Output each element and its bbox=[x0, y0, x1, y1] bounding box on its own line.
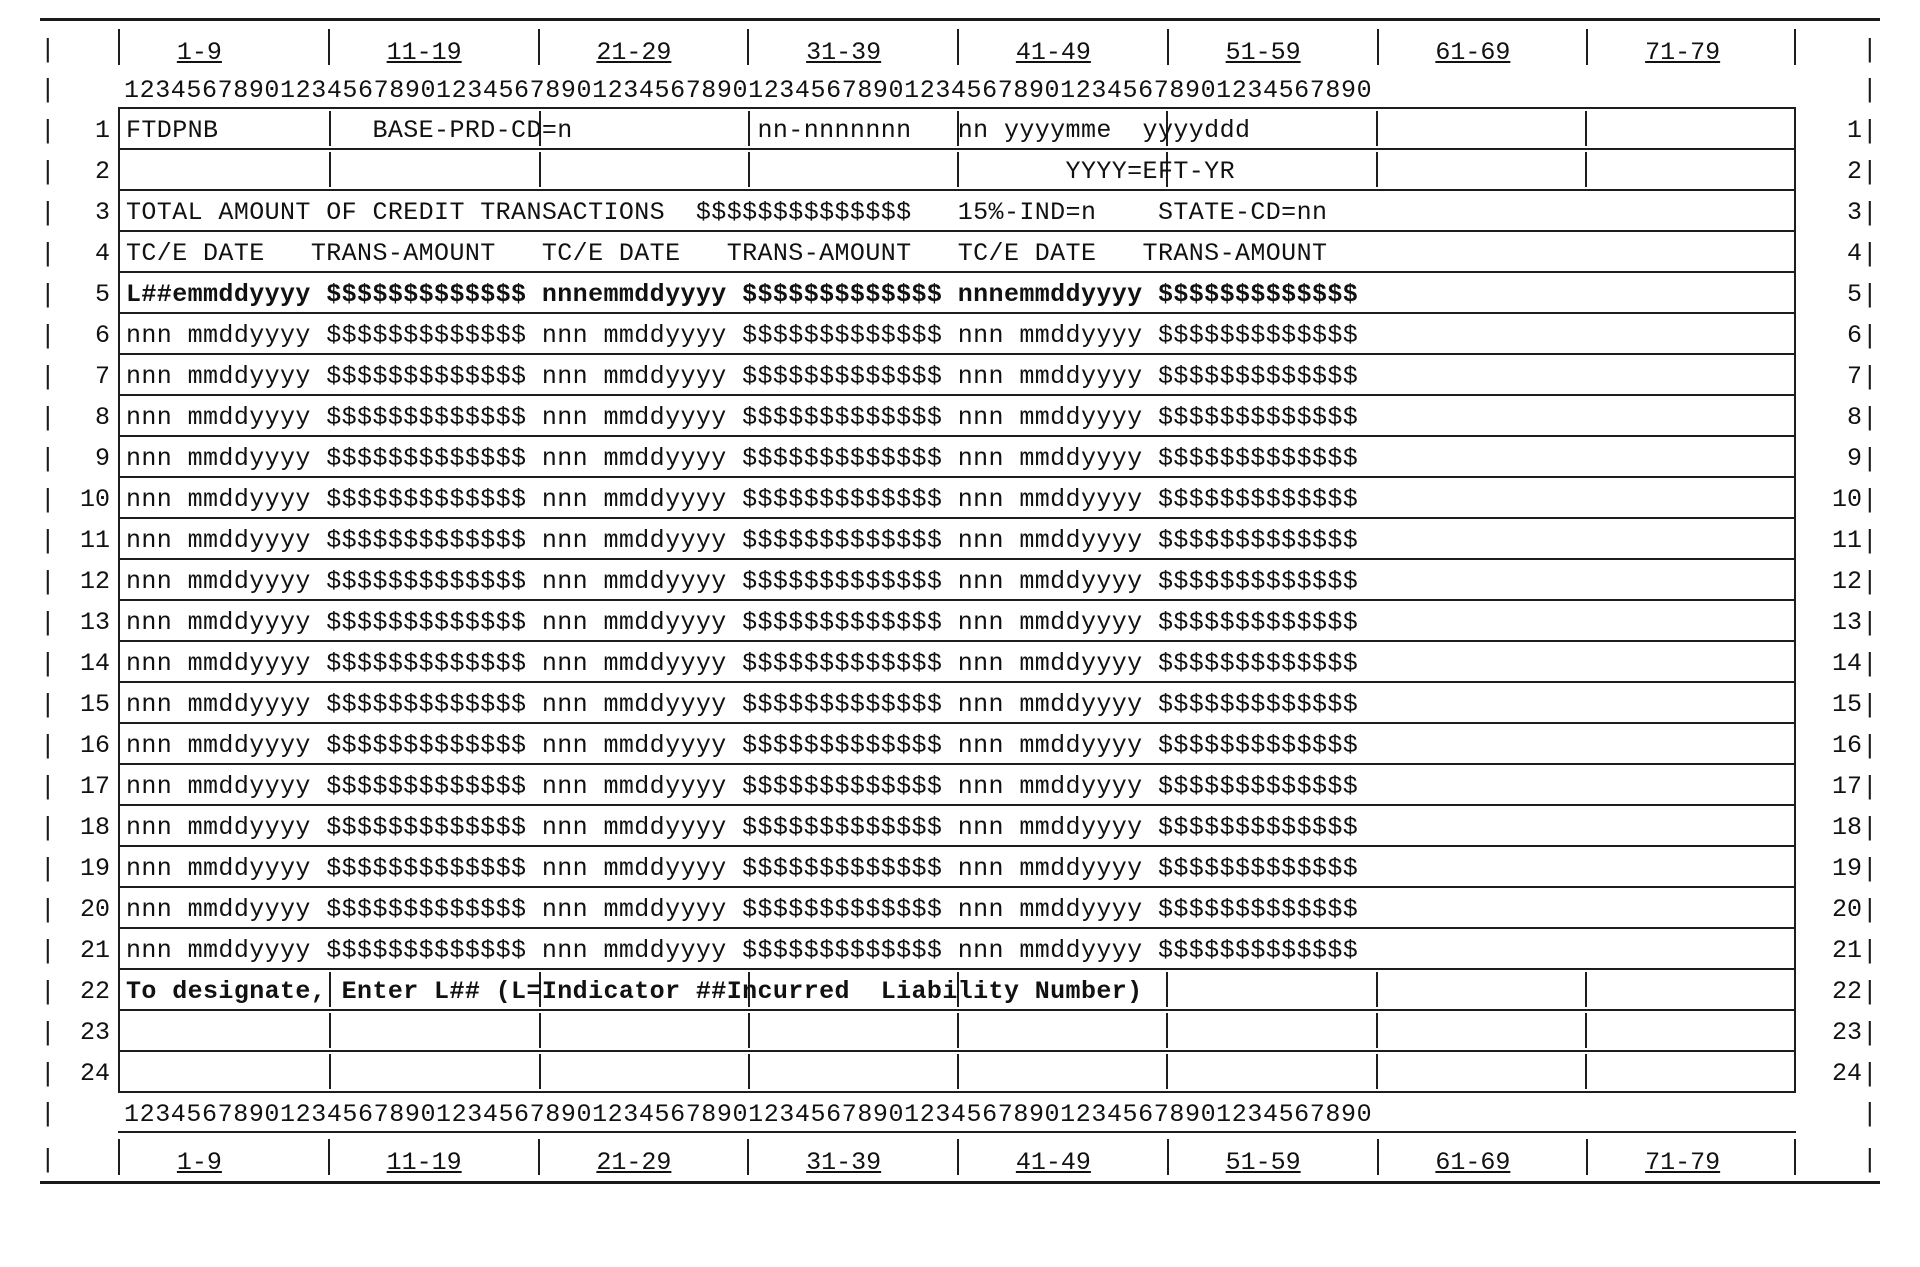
line-number-right: 10 bbox=[1831, 485, 1862, 514]
left-frame-mark: | bbox=[40, 362, 56, 392]
left-frame-mark: | bbox=[40, 1145, 56, 1175]
screen-line-row bbox=[40, 806, 1876, 847]
screen-line-field-area[interactable] bbox=[118, 396, 1796, 437]
screen-line-text: nnn mmddyyyy $$$$$$$$$$$$$ nnn mmddyyyy $$$$$$$$$$$$$ nnn mmddyyyy $$$$$$$$$$$$$ bbox=[126, 444, 1359, 473]
right-frame-mark: | bbox=[1862, 690, 1878, 720]
column-divider-tick bbox=[539, 1054, 541, 1089]
screen-line-row bbox=[40, 109, 1876, 150]
screen-line-text: TOTAL AMOUNT OF CREDIT TRANSACTIONS $$$$$$$$$$$$$$ 15%-IND=n STATE-CD=nn bbox=[126, 198, 1328, 227]
header-range-cells bbox=[118, 23, 1796, 69]
footer-column-ranges bbox=[40, 1133, 1876, 1179]
screen-line-text: nnn mmddyyyy $$$$$$$$$$$$$ nnn mmddyyyy $$$$$$$$$$$$$ nnn mmddyyyy $$$$$$$$$$$$$ bbox=[126, 567, 1359, 596]
column-divider-tick bbox=[957, 1013, 959, 1048]
screen-line-text: nnn mmddyyyy $$$$$$$$$$$$$ nnn mmddyyyy $$$$$$$$$$$$$ nnn mmddyyyy $$$$$$$$$$$$$ bbox=[126, 649, 1359, 678]
line-number-left: 17 bbox=[79, 772, 110, 801]
screen-line-field-area[interactable] bbox=[118, 929, 1796, 970]
line-number-left: 16 bbox=[79, 731, 110, 760]
line-number-right: 24 bbox=[1831, 1059, 1862, 1088]
column-divider-tick bbox=[747, 29, 749, 65]
line-number-left: 8 bbox=[94, 403, 110, 432]
screen-line-row bbox=[40, 273, 1876, 314]
column-divider-tick bbox=[1585, 1054, 1587, 1089]
column-divider-tick bbox=[1586, 29, 1588, 65]
screen-lines bbox=[40, 109, 1876, 1093]
right-frame-mark: | bbox=[1862, 772, 1878, 802]
right-frame-mark: | bbox=[1862, 116, 1878, 146]
right-frame-mark: | bbox=[1862, 1018, 1878, 1048]
screen-line-row bbox=[40, 888, 1876, 929]
right-frame-mark: | bbox=[1862, 321, 1878, 351]
left-frame-mark: | bbox=[40, 1018, 56, 1048]
left-frame-mark: | bbox=[40, 116, 56, 146]
column-divider-tick bbox=[1794, 29, 1796, 65]
screen-line-field-area[interactable] bbox=[118, 150, 1796, 191]
column-divider-tick bbox=[1586, 1139, 1588, 1175]
line-number-left: 19 bbox=[79, 854, 110, 883]
screen-line-field-area[interactable] bbox=[118, 437, 1796, 478]
screen-line-field-area[interactable] bbox=[118, 888, 1796, 929]
right-frame-mark: | bbox=[1862, 485, 1878, 515]
line-number-left: 7 bbox=[94, 362, 110, 391]
left-frame-mark: | bbox=[40, 813, 56, 843]
right-frame-mark: | bbox=[1862, 608, 1878, 638]
line-number-right: 3 bbox=[1846, 198, 1862, 227]
right-frame-mark: | bbox=[1862, 813, 1878, 843]
left-frame-mark: | bbox=[40, 936, 56, 966]
line-number-right: 17 bbox=[1831, 772, 1862, 801]
line-number-right: 5 bbox=[1846, 280, 1862, 309]
column-range-label: 31-39 bbox=[806, 1148, 882, 1177]
screen-line-field-area[interactable] bbox=[118, 191, 1796, 232]
screen-line-text: FTDPNB BASE-PRD-CD=n nn-nnnnnnn nn yyyymme yyyyddd bbox=[126, 116, 1251, 145]
column-range-label: 21-29 bbox=[596, 38, 672, 67]
right-frame-mark: | bbox=[1862, 977, 1878, 1007]
screen-line-text: YYYY=EFT-YR bbox=[126, 157, 1235, 186]
screen-line-row bbox=[40, 396, 1876, 437]
right-frame-mark: | bbox=[1862, 731, 1878, 761]
column-range-label: 61-69 bbox=[1435, 38, 1511, 67]
line-number-right: 1 bbox=[1846, 116, 1862, 145]
right-frame-mark: | bbox=[1862, 936, 1878, 966]
right-frame-mark: | bbox=[1862, 895, 1878, 925]
screen-line-row bbox=[40, 191, 1876, 232]
screen-line-field-area[interactable] bbox=[118, 314, 1796, 355]
line-number-left: 4 bbox=[94, 239, 110, 268]
screen-line-field-area[interactable] bbox=[118, 109, 1796, 150]
screen-line-field-area[interactable] bbox=[118, 519, 1796, 560]
column-divider-tick bbox=[538, 1139, 540, 1175]
column-divider-tick bbox=[1166, 1054, 1168, 1089]
right-frame-mark: | bbox=[1862, 403, 1878, 433]
line-number-right: 6 bbox=[1846, 321, 1862, 350]
right-frame-mark: | bbox=[1862, 1059, 1878, 1089]
screen-line-row bbox=[40, 765, 1876, 806]
right-frame-mark: | bbox=[1862, 239, 1878, 269]
column-divider-tick bbox=[1377, 29, 1379, 65]
left-frame-mark: | bbox=[40, 75, 56, 105]
column-divider-tick bbox=[1166, 1013, 1168, 1048]
column-divider-tick bbox=[1794, 1139, 1796, 1175]
column-divider-tick bbox=[748, 1054, 750, 1089]
footer-ruler-digits: 12345678901234567890123456789012345678901234567890123456789012345678901234567890 bbox=[118, 1100, 1796, 1133]
column-divider-tick bbox=[539, 1013, 541, 1048]
column-divider-tick bbox=[329, 1013, 331, 1048]
left-frame-mark: | bbox=[40, 772, 56, 802]
screen-line-row bbox=[40, 150, 1876, 191]
column-range-label: 51-59 bbox=[1225, 1148, 1301, 1177]
column-range-label: 71-79 bbox=[1645, 38, 1721, 67]
screen-line-field-area[interactable] bbox=[118, 273, 1796, 314]
screen-line-row bbox=[40, 847, 1876, 888]
screen-line-text: nnn mmddyyyy $$$$$$$$$$$$$ nnn mmddyyyy $$$$$$$$$$$$$ nnn mmddyyyy $$$$$$$$$$$$$ bbox=[126, 362, 1359, 391]
screen-line-text: nnn mmddyyyy $$$$$$$$$$$$$ nnn mmddyyyy $$$$$$$$$$$$$ nnn mmddyyyy $$$$$$$$$$$$$ bbox=[126, 608, 1359, 637]
screen-line-text: nnn mmddyyyy $$$$$$$$$$$$$ nnn mmddyyyy $$$$$$$$$$$$$ nnn mmddyyyy $$$$$$$$$$$$$ bbox=[126, 772, 1359, 801]
column-divider-tick bbox=[1167, 1139, 1169, 1175]
line-number-right: 14 bbox=[1831, 649, 1862, 678]
line-number-right: 18 bbox=[1831, 813, 1862, 842]
column-range-label: 31-39 bbox=[806, 38, 882, 67]
screen-line-row bbox=[40, 683, 1876, 724]
column-divider-tick bbox=[957, 1139, 959, 1175]
column-divider-tick bbox=[747, 1139, 749, 1175]
screen-line-row bbox=[40, 642, 1876, 683]
column-divider-tick bbox=[957, 1054, 959, 1089]
right-frame-mark: | bbox=[1862, 280, 1878, 310]
left-frame-mark: | bbox=[40, 649, 56, 679]
right-frame-mark: | bbox=[1862, 1099, 1878, 1129]
column-divider-tick bbox=[329, 1054, 331, 1089]
line-number-left: 15 bbox=[79, 690, 110, 719]
column-divider-tick bbox=[1377, 1139, 1379, 1175]
screen-line-text: L##emmddyyyy $$$$$$$$$$$$$ nnnemmddyyyy $$$$$$$$$$$$$ nnnemmddyyyy $$$$$$$$$$$$$ bbox=[126, 280, 1359, 309]
screen-line-text: nnn mmddyyyy $$$$$$$$$$$$$ nnn mmddyyyy $$$$$$$$$$$$$ nnn mmddyyyy $$$$$$$$$$$$$ bbox=[126, 526, 1359, 555]
screen-line-field-area[interactable] bbox=[118, 683, 1796, 724]
screen-line-text: nnn mmddyyyy $$$$$$$$$$$$$ nnn mmddyyyy $$$$$$$$$$$$$ nnn mmddyyyy $$$$$$$$$$$$$ bbox=[126, 731, 1359, 760]
right-frame-mark: | bbox=[1862, 1145, 1878, 1175]
line-number-right: 21 bbox=[1831, 936, 1862, 965]
screen-line-row bbox=[40, 478, 1876, 519]
line-number-right: 4 bbox=[1846, 239, 1862, 268]
right-frame-mark: | bbox=[1862, 444, 1878, 474]
screen-line-field-area[interactable] bbox=[118, 806, 1796, 847]
line-number-right: 15 bbox=[1831, 690, 1862, 719]
column-range-label: 11-19 bbox=[386, 1148, 462, 1177]
column-divider-tick bbox=[1585, 1013, 1587, 1048]
right-frame-mark: | bbox=[1862, 567, 1878, 597]
line-number-left: 23 bbox=[79, 1018, 110, 1047]
screen-line-row bbox=[40, 232, 1876, 273]
screen-line-text: nnn mmddyyyy $$$$$$$$$$$$$ nnn mmddyyyy $$$$$$$$$$$$$ nnn mmddyyyy $$$$$$$$$$$$$ bbox=[126, 690, 1359, 719]
column-divider-tick bbox=[328, 29, 330, 65]
left-frame-mark: | bbox=[40, 895, 56, 925]
screen-line-row bbox=[40, 724, 1876, 765]
left-frame-mark: | bbox=[40, 608, 56, 638]
line-number-right: 13 bbox=[1831, 608, 1862, 637]
left-frame-mark: | bbox=[40, 157, 56, 187]
column-divider-tick bbox=[748, 1013, 750, 1048]
line-number-left: 6 bbox=[94, 321, 110, 350]
line-number-right: 19 bbox=[1831, 854, 1862, 883]
column-range-label: 1-9 bbox=[176, 1148, 222, 1177]
screen-line-field-area[interactable] bbox=[118, 478, 1796, 519]
header-column-ranges bbox=[40, 23, 1876, 69]
line-number-left: 3 bbox=[94, 198, 110, 227]
screen-line-row bbox=[40, 1011, 1876, 1052]
right-frame-mark: | bbox=[1862, 649, 1878, 679]
bottom-border-rule bbox=[40, 1181, 1880, 1184]
screen-line-field-area[interactable] bbox=[118, 355, 1796, 396]
right-frame-mark: | bbox=[1862, 198, 1878, 228]
header-ruler bbox=[40, 69, 1876, 109]
screen-line-field-area[interactable] bbox=[118, 1011, 1796, 1052]
screen-line-field-area[interactable] bbox=[118, 232, 1796, 273]
line-number-left: 21 bbox=[79, 936, 110, 965]
column-range-label: 41-49 bbox=[1015, 38, 1091, 67]
line-number-right: 2 bbox=[1846, 157, 1862, 186]
column-range-label: 41-49 bbox=[1015, 1148, 1091, 1177]
screen-line-text: nnn mmddyyyy $$$$$$$$$$$$$ nnn mmddyyyy $$$$$$$$$$$$$ nnn mmddyyyy $$$$$$$$$$$$$ bbox=[126, 895, 1359, 924]
left-frame-mark: | bbox=[40, 444, 56, 474]
line-number-left: 5 bbox=[94, 280, 110, 309]
column-divider-tick bbox=[538, 29, 540, 65]
line-number-left: 2 bbox=[94, 157, 110, 186]
column-range-label: 61-69 bbox=[1435, 1148, 1511, 1177]
left-frame-mark: | bbox=[40, 567, 56, 597]
top-border-rule bbox=[40, 18, 1880, 21]
screen-line-row bbox=[40, 970, 1876, 1011]
header-ruler-digits: 12345678901234567890123456789012345678901234567890123456789012345678901234567890 bbox=[118, 76, 1796, 109]
line-number-right: 16 bbox=[1831, 731, 1862, 760]
right-frame-mark: | bbox=[1862, 75, 1878, 105]
line-number-right: 20 bbox=[1831, 895, 1862, 924]
left-frame-mark: | bbox=[40, 1099, 56, 1129]
line-number-left: 12 bbox=[79, 567, 110, 596]
left-frame-mark: | bbox=[40, 854, 56, 884]
line-number-left: 14 bbox=[79, 649, 110, 678]
screen-line-field-area[interactable] bbox=[118, 601, 1796, 642]
left-frame-mark: | bbox=[40, 485, 56, 515]
screen-line-field-area[interactable] bbox=[118, 724, 1796, 765]
column-divider-tick bbox=[1376, 1054, 1378, 1089]
left-frame-mark: | bbox=[40, 1059, 56, 1089]
screen-line-field-area[interactable] bbox=[118, 560, 1796, 601]
line-number-left: 13 bbox=[79, 608, 110, 637]
screen-line-row bbox=[40, 355, 1876, 396]
line-number-right: 23 bbox=[1831, 1018, 1862, 1047]
line-number-left: 20 bbox=[79, 895, 110, 924]
screen-line-row bbox=[40, 437, 1876, 478]
line-number-left: 1 bbox=[94, 116, 110, 145]
screen-line-text: nnn mmddyyyy $$$$$$$$$$$$$ nnn mmddyyyy $$$$$$$$$$$$$ nnn mmddyyyy $$$$$$$$$$$$$ bbox=[126, 403, 1359, 432]
column-divider-tick bbox=[118, 29, 120, 65]
footer-ruler bbox=[40, 1093, 1876, 1133]
right-frame-mark: | bbox=[1862, 362, 1878, 392]
screen-line-row bbox=[40, 314, 1876, 355]
screen-line-text: nnn mmddyyyy $$$$$$$$$$$$$ nnn mmddyyyy $$$$$$$$$$$$$ nnn mmddyyyy $$$$$$$$$$$$$ bbox=[126, 321, 1359, 350]
screen-line-row bbox=[40, 601, 1876, 642]
line-number-right: 22 bbox=[1831, 977, 1862, 1006]
screen-line-row bbox=[40, 519, 1876, 560]
left-frame-mark: | bbox=[40, 198, 56, 228]
left-frame-mark: | bbox=[40, 321, 56, 351]
screen-line-field-area[interactable] bbox=[118, 970, 1796, 1011]
column-divider-tick bbox=[957, 29, 959, 65]
footer-range-cells bbox=[118, 1133, 1796, 1179]
column-range-label: 71-79 bbox=[1645, 1148, 1721, 1177]
left-frame-mark: | bbox=[40, 35, 56, 65]
line-number-left: 18 bbox=[79, 813, 110, 842]
line-number-left: 10 bbox=[79, 485, 110, 514]
line-number-right: 9 bbox=[1846, 444, 1862, 473]
screen-line-text: nnn mmddyyyy $$$$$$$$$$$$$ nnn mmddyyyy $$$$$$$$$$$$$ nnn mmddyyyy $$$$$$$$$$$$$ bbox=[126, 485, 1359, 514]
screen-line-field-area[interactable] bbox=[118, 642, 1796, 683]
left-frame-mark: | bbox=[40, 690, 56, 720]
line-number-left: 9 bbox=[94, 444, 110, 473]
screen-line-text: nnn mmddyyyy $$$$$$$$$$$$$ nnn mmddyyyy $$$$$$$$$$$$$ nnn mmddyyyy $$$$$$$$$$$$$ bbox=[126, 936, 1359, 965]
left-frame-mark: | bbox=[40, 977, 56, 1007]
column-range-label: 21-29 bbox=[596, 1148, 672, 1177]
column-divider-tick bbox=[1167, 29, 1169, 65]
column-divider-tick bbox=[328, 1139, 330, 1175]
line-number-left: 24 bbox=[79, 1059, 110, 1088]
screen-line-field-area[interactable] bbox=[118, 847, 1796, 888]
right-frame-mark: | bbox=[1862, 157, 1878, 187]
left-frame-mark: | bbox=[40, 239, 56, 269]
column-divider-tick bbox=[118, 1139, 120, 1175]
line-number-right: 12 bbox=[1831, 567, 1862, 596]
column-range-label: 51-59 bbox=[1225, 38, 1301, 67]
screen-line-text: nnn mmddyyyy $$$$$$$$$$$$$ nnn mmddyyyy $$$$$$$$$$$$$ nnn mmddyyyy $$$$$$$$$$$$$ bbox=[126, 854, 1359, 883]
screen-line-text: TC/E DATE TRANS-AMOUNT TC/E DATE TRANS-AMOUNT TC/E DATE TRANS-AMOUNT bbox=[126, 239, 1328, 268]
line-number-right: 7 bbox=[1846, 362, 1862, 391]
screen-line-row bbox=[40, 929, 1876, 970]
right-frame-mark: | bbox=[1862, 35, 1878, 65]
right-frame-mark: | bbox=[1862, 526, 1878, 556]
left-frame-mark: | bbox=[40, 526, 56, 556]
screen-line-row bbox=[40, 560, 1876, 601]
left-frame-mark: | bbox=[40, 280, 56, 310]
screen-line-text: nnn mmddyyyy $$$$$$$$$$$$$ nnn mmddyyyy $$$$$$$$$$$$$ nnn mmddyyyy $$$$$$$$$$$$$ bbox=[126, 813, 1359, 842]
screen-line-row bbox=[40, 1052, 1876, 1093]
left-frame-mark: | bbox=[40, 731, 56, 761]
line-number-left: 11 bbox=[79, 526, 110, 555]
line-number-left: 22 bbox=[79, 977, 110, 1006]
line-number-right: 8 bbox=[1846, 403, 1862, 432]
left-frame-mark: | bbox=[40, 403, 56, 433]
line-number-right: 11 bbox=[1831, 526, 1862, 555]
screen-line-field-area[interactable] bbox=[118, 765, 1796, 806]
screen-line-text: To designate, Enter L## (L=Indicator ##Incurred Liability Number) bbox=[126, 977, 1143, 1006]
column-range-label: 1-9 bbox=[176, 38, 222, 67]
screen-line-field-area[interactable] bbox=[118, 1052, 1796, 1093]
right-frame-mark: | bbox=[1862, 854, 1878, 884]
column-divider-tick bbox=[1376, 1013, 1378, 1048]
column-range-label: 11-19 bbox=[386, 38, 462, 67]
